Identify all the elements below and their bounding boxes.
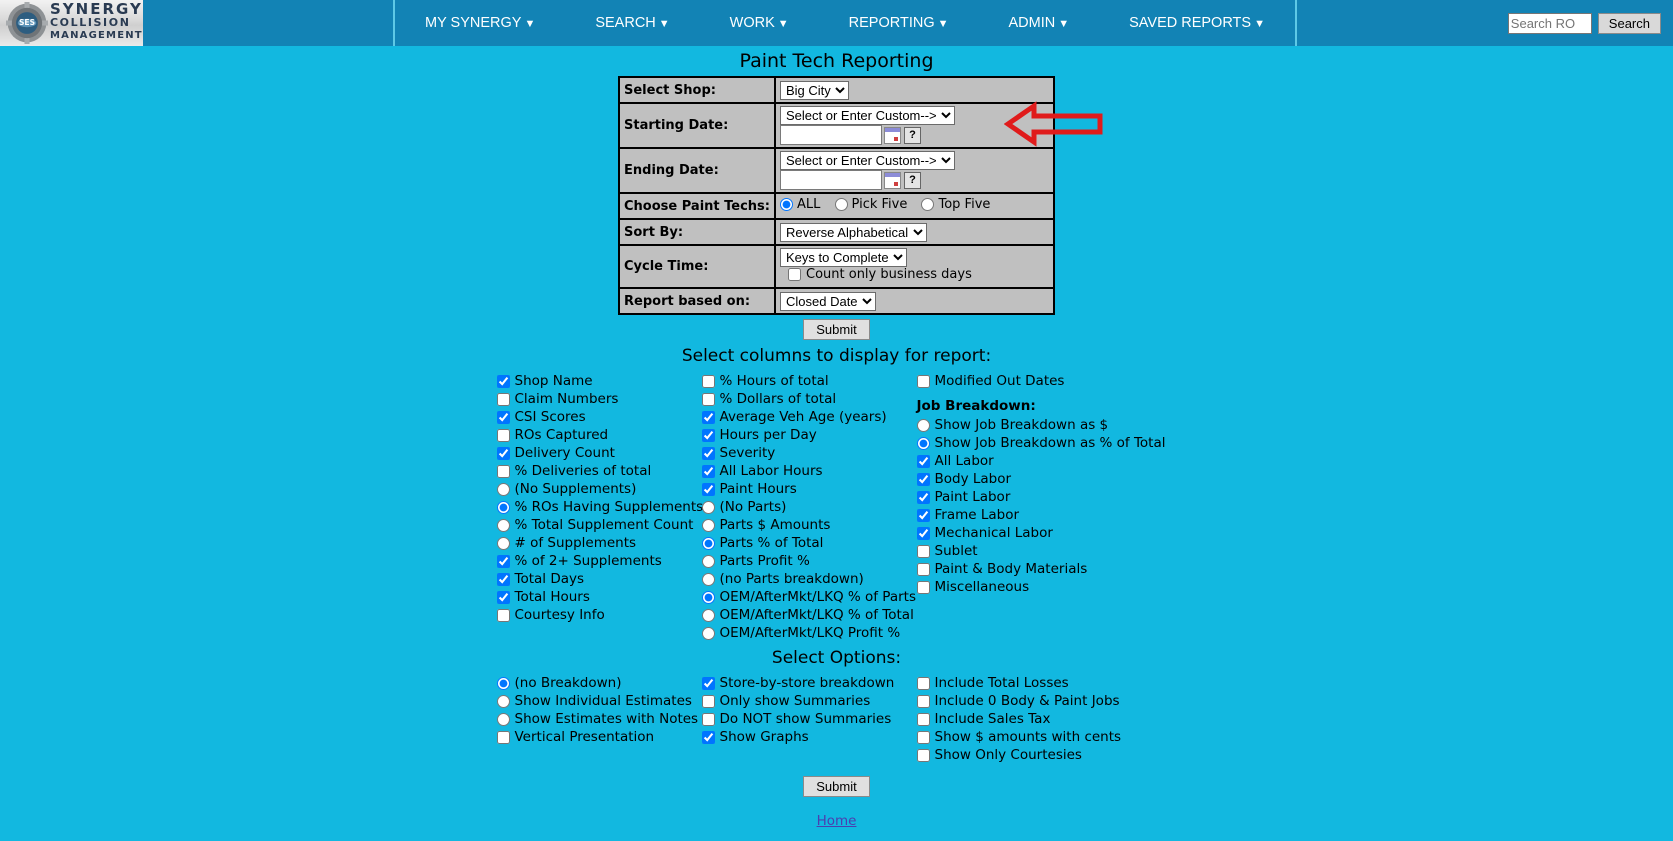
column-row-shop-name[interactable] [497, 372, 702, 390]
column-checkbox-claim-numbers[interactable] [497, 393, 510, 406]
option-label-no-breakdown: (no Breakdown) [514, 675, 622, 691]
jobbreakdown-label-show-job-breakdown-as: Show Job Breakdown as $ [934, 417, 1109, 433]
checkbox-business-days[interactable] [788, 267, 972, 282]
jobbreakdown-label-frame-labor: Frame Labor [934, 507, 1020, 523]
option-row-show-graphs[interactable] [702, 728, 917, 746]
logo-badge-text: SES [18, 18, 36, 28]
logo-line-1: SYNERGY [50, 0, 143, 18]
option-radio-show-estimates-with-notes[interactable] [497, 713, 510, 726]
column-row-oem-aftermkt-lkq-of-total[interactable] [702, 606, 917, 624]
label-select-shop: Select Shop: [619, 77, 775, 103]
jobbreakdown-row-paint-labor[interactable] [917, 488, 1177, 506]
chevron-down-icon: ▼ [658, 17, 670, 30]
jobbreakdown-label-all-labor: All Labor [934, 453, 994, 469]
column-row-parts-profit[interactable] [702, 552, 917, 570]
help-icon[interactable]: ? [904, 172, 921, 189]
column-label-modified-out-dates: Modified Out Dates [934, 373, 1065, 389]
jobbreakdown-row-miscellaneous[interactable] [917, 578, 1177, 596]
column-checkbox-all-labor-hours[interactable] [702, 465, 715, 478]
column-row-ros-having-supplements[interactable] [497, 498, 702, 516]
column-group-1 [497, 372, 702, 624]
jobbreakdown-row-show-job-breakdown-as[interactable] [917, 416, 1177, 434]
app-logo[interactable] [0, 0, 143, 46]
column-row-average-veh-age-years[interactable] [702, 408, 917, 426]
column-label-paint-hours: Paint Hours [719, 481, 797, 497]
column-label-delivery-count: Delivery Count [514, 445, 615, 461]
chevron-down-icon: ▼ [1254, 17, 1265, 30]
nav-item-saved-reports[interactable] [1099, 0, 1295, 47]
column-label-parts-profit: Parts Profit % [719, 553, 810, 569]
jobbreakdown-label-show-job-breakdown-as-of-total: Show Job Breakdown as % of Total [934, 435, 1166, 451]
option-row-include-total-losses[interactable] [917, 674, 1177, 692]
logo-line-2: COLLISION [50, 16, 131, 29]
checkbox-business-days-label: Count only business days [806, 267, 972, 282]
column-row-hours-of-total[interactable] [702, 372, 917, 390]
nav-item-my-synergy-label: MY SYNERGY [425, 14, 522, 31]
column-label-parts-amounts: Parts $ Amounts [719, 517, 831, 533]
column-row-modified-out-dates[interactable] [917, 372, 1177, 390]
radio-paint-techs-pick-five-input[interactable] [835, 198, 848, 211]
column-checkbox-delivery-count[interactable] [497, 447, 510, 460]
jobbreakdown-checkbox-frame-labor[interactable] [917, 509, 930, 522]
column-label-all-labor-hours: All Labor Hours [719, 463, 823, 479]
column-checkbox-hours-of-total[interactable] [702, 375, 715, 388]
option-label-show-individual-estimates: Show Individual Estimates [514, 693, 692, 709]
jobbreakdown-checkbox-paint-body-materials[interactable] [917, 563, 930, 576]
column-checkbox-hours-per-day[interactable] [702, 429, 715, 442]
column-radio-parts-profit[interactable] [702, 555, 715, 568]
column-checkbox-of-2-supplements[interactable] [497, 555, 510, 568]
option-checkbox-include-sales-tax[interactable] [917, 713, 930, 726]
jobbreakdown-checkbox-body-labor[interactable] [917, 473, 930, 486]
sort-by-dropdown[interactable] [780, 223, 927, 242]
column-row-no-supplements[interactable] [497, 480, 702, 498]
cycle-time-dropdown[interactable] [780, 248, 907, 267]
column-group-2 [702, 372, 917, 642]
submit-top-row [0, 319, 1673, 340]
option-label-show-estimates-with-notes: Show Estimates with Notes [514, 711, 699, 727]
column-label-shop-name: Shop Name [514, 373, 593, 389]
option-checkbox-show-only-courtesies[interactable] [917, 749, 930, 762]
label-cycle-time: Cycle Time: [619, 245, 775, 288]
nav-item-reporting[interactable] [819, 0, 979, 47]
jobbreakdown-label-paint-body-materials: Paint & Body Materials [934, 561, 1088, 577]
row-cycle-time [619, 245, 1054, 288]
cell-choose-paint-techs [775, 193, 1054, 219]
column-label-claim-numbers: Claim Numbers [514, 391, 619, 407]
nav-left-spacer [143, 0, 393, 46]
column-row-total-hours[interactable] [497, 588, 702, 606]
jobbreakdown-label-sublet: Sublet [934, 543, 978, 559]
main-content [0, 50, 1673, 829]
calendar-icon[interactable] [884, 127, 901, 144]
option-row-no-breakdown[interactable] [497, 674, 702, 692]
column-label-no-supplements: (No Supplements) [514, 481, 637, 497]
job-breakdown-list [917, 416, 1177, 596]
column-radio-ros-having-supplements[interactable] [497, 501, 510, 514]
home-link[interactable]: Home [816, 813, 857, 829]
jobbreakdown-radio-show-job-breakdown-as-of-total[interactable] [917, 437, 930, 450]
column-label-oem-aftermkt-lkq-of-parts: OEM/AfterMkt/LKQ % of Parts [719, 589, 916, 605]
option-label-vertical-presentation: Vertical Presentation [514, 729, 655, 745]
option-checkbox-store-by-store-breakdown[interactable] [702, 677, 715, 690]
column-row-claim-numbers[interactable] [497, 390, 702, 408]
column-label-total-supplement-count: % Total Supplement Count [514, 517, 694, 533]
column-checkbox-average-veh-age-years[interactable] [702, 411, 715, 424]
row-choose-paint-techs [619, 193, 1054, 219]
column-row-severity[interactable] [702, 444, 917, 462]
column-label-hours-per-day: Hours per Day [719, 427, 817, 443]
radio-paint-techs-pick-five[interactable] [835, 197, 908, 212]
option-checkbox-include-total-losses[interactable] [917, 677, 930, 690]
column-checkbox-total-hours[interactable] [497, 591, 510, 604]
column-row-of-2-supplements[interactable] [497, 552, 702, 570]
chevron-down-icon: ▼ [524, 17, 536, 30]
jobbreakdown-checkbox-all-labor[interactable] [917, 455, 930, 468]
row-starting-date [619, 103, 1054, 148]
nav-menu [395, 0, 1295, 46]
column-checkbox-paint-hours[interactable] [702, 483, 715, 496]
column-radio-oem-aftermkt-lkq-of-parts[interactable] [702, 591, 715, 604]
cell-sort-by [775, 219, 1054, 245]
column-label-severity: Severity [719, 445, 776, 461]
column-row-hours-per-day[interactable] [702, 426, 917, 444]
column-label-total-hours: Total Hours [514, 589, 590, 605]
option-row-include-sales-tax[interactable] [917, 710, 1177, 728]
column-label-parts-of-total: Parts % of Total [719, 535, 824, 551]
option-row-only-show-summaries[interactable] [702, 692, 917, 710]
column-row-all-labor-hours[interactable] [702, 462, 917, 480]
jobbreakdown-row-mechanical-labor[interactable] [917, 524, 1177, 542]
option-radio-no-breakdown[interactable] [497, 677, 510, 690]
option-label-do-not-show-summaries: Do NOT show Summaries [719, 711, 892, 727]
option-row-include-0-body-paint-jobs[interactable] [917, 692, 1177, 710]
column-label-ros-captured: ROs Captured [514, 427, 609, 443]
column-group-3-top [917, 372, 1177, 390]
select-shop-dropdown[interactable] [780, 81, 849, 100]
column-checkbox-deliveries-of-total[interactable] [497, 465, 510, 478]
checkbox-business-days-input[interactable] [788, 268, 801, 281]
column-label-courtesy-info: Courtesy Info [514, 607, 605, 623]
radio-paint-techs-top-five[interactable] [921, 197, 990, 212]
options-group-2 [702, 674, 917, 746]
option-checkbox-show-graphs[interactable] [702, 731, 715, 744]
row-ending-date [619, 148, 1054, 193]
column-radio-of-supplements[interactable] [497, 537, 510, 550]
nav-item-saved-reports-label: SAVED REPORTS [1129, 14, 1252, 31]
cell-select-shop [775, 77, 1054, 103]
submit-top-button[interactable]: Submit [803, 319, 869, 340]
column-label-no-parts-breakdown: (no Parts breakdown) [719, 571, 864, 587]
gear-logo-icon [6, 2, 48, 44]
row-sort-by [619, 219, 1054, 245]
column-label-dollars-of-total: % Dollars of total [719, 391, 837, 407]
cell-report-based-on [775, 288, 1054, 314]
radio-paint-techs-all[interactable] [780, 197, 820, 212]
nav-item-my-synergy[interactable] [395, 0, 565, 47]
radio-paint-techs-top-five-label: Top Five [938, 197, 991, 212]
option-label-only-show-summaries: Only show Summaries [719, 693, 871, 709]
option-row-show-individual-estimates[interactable] [497, 692, 702, 710]
column-row-dollars-of-total[interactable] [702, 390, 917, 408]
submit-bottom-button[interactable]: Submit [803, 776, 869, 797]
option-row-show-estimates-with-notes[interactable] [497, 710, 702, 728]
column-radio-no-supplements[interactable] [497, 483, 510, 496]
column-radio-parts-amounts[interactable] [702, 519, 715, 532]
jobbreakdown-row-paint-body-materials[interactable] [917, 560, 1177, 578]
chevron-down-icon: ▼ [1058, 17, 1070, 30]
nav-item-admin[interactable] [979, 0, 1100, 47]
job-breakdown-subheading: Job Breakdown: [916, 398, 1036, 414]
option-checkbox-include-0-body-paint-jobs[interactable] [917, 695, 930, 708]
column-radio-oem-aftermkt-lkq-of-total[interactable] [702, 609, 715, 622]
option-row-store-by-store-breakdown[interactable] [702, 674, 917, 692]
column-label-of-supplements: # of Supplements [514, 535, 637, 551]
column-radio-no-parts-breakdown[interactable] [702, 573, 715, 586]
column-label-no-parts: (No Parts) [719, 499, 787, 515]
column-row-deliveries-of-total[interactable] [497, 462, 702, 480]
jobbreakdown-radio-show-job-breakdown-as[interactable] [917, 419, 930, 432]
column-checkbox-modified-out-dates[interactable] [917, 375, 930, 388]
column-row-ros-captured[interactable] [497, 426, 702, 444]
option-checkbox-vertical-presentation[interactable] [497, 731, 510, 744]
column-checkbox-total-days[interactable] [497, 573, 510, 586]
ending-date-input[interactable] [780, 170, 882, 190]
option-label-include-0-body-paint-jobs: Include 0 Body & Paint Jobs [934, 693, 1120, 709]
label-sort-by: Sort By: [619, 219, 775, 245]
radio-paint-techs-all-label: ALL [797, 197, 821, 212]
column-row-total-days[interactable] [497, 570, 702, 588]
column-checkbox-dollars-of-total[interactable] [702, 393, 715, 406]
column-row-no-parts[interactable] [702, 498, 917, 516]
option-label-show-amounts-with-cents: Show $ amounts with cents [934, 729, 1122, 745]
column-radio-parts-of-total[interactable] [702, 537, 715, 550]
column-checkbox-shop-name[interactable] [497, 375, 510, 388]
column-radio-no-parts[interactable] [702, 501, 715, 514]
report-parameters-table [618, 76, 1055, 315]
column-radio-total-supplement-count[interactable] [497, 519, 510, 532]
jobbreakdown-row-show-job-breakdown-as-of-total[interactable] [917, 434, 1177, 452]
option-checkbox-show-amounts-with-cents[interactable] [917, 731, 930, 744]
starting-date-input[interactable] [780, 125, 882, 145]
label-report-based-on: Report based on: [619, 288, 775, 314]
radio-paint-techs-pick-five-label: Pick Five [851, 197, 908, 212]
column-label-hours-of-total: % Hours of total [719, 373, 829, 389]
chevron-down-icon: ▼ [937, 17, 949, 30]
option-label-show-graphs: Show Graphs [719, 729, 809, 745]
page-title: Paint Tech Reporting [739, 50, 934, 72]
search-button[interactable]: Search [1598, 13, 1661, 34]
column-label-ros-having-supplements: % ROs Having Supplements [514, 499, 704, 515]
jobbreakdown-checkbox-miscellaneous[interactable] [917, 581, 930, 594]
options-heading: Select Options: [771, 648, 902, 668]
starting-date-preset-dropdown[interactable] [780, 106, 955, 125]
jobbreakdown-checkbox-mechanical-labor[interactable] [917, 527, 930, 540]
column-selection-area [0, 372, 1673, 642]
jobbreakdown-checkbox-paint-labor[interactable] [917, 491, 930, 504]
logo-line-3: MANAGEMENT [50, 30, 143, 41]
nav-item-search[interactable] [565, 0, 699, 47]
option-label-store-by-store-breakdown: Store-by-store breakdown [719, 675, 895, 691]
column-checkbox-csi-scores[interactable] [497, 411, 510, 424]
submit-bottom-row [0, 776, 1673, 797]
column-label-csi-scores: CSI Scores [514, 409, 586, 425]
search-input[interactable] [1508, 13, 1592, 34]
options-group-1 [497, 674, 702, 746]
radio-paint-techs-top-five-input[interactable] [921, 198, 934, 211]
column-row-courtesy-info[interactable] [497, 606, 702, 624]
cell-cycle-time [775, 245, 1054, 288]
column-radio-oem-aftermkt-lkq-profit[interactable] [702, 627, 715, 640]
column-row-csi-scores[interactable] [497, 408, 702, 426]
jobbreakdown-row-all-labor[interactable] [917, 452, 1177, 470]
column-label-of-2-supplements: % of 2+ Supplements [514, 553, 662, 569]
column-label-total-days: Total Days [514, 571, 585, 587]
report-parameters-section [0, 76, 1673, 315]
column-checkbox-courtesy-info[interactable] [497, 609, 510, 622]
column-group-3 [917, 372, 1177, 596]
chevron-down-icon: ▼ [777, 17, 789, 30]
column-checkbox-ros-captured[interactable] [497, 429, 510, 442]
report-based-on-dropdown[interactable] [780, 292, 876, 311]
jobbreakdown-label-mechanical-labor: Mechanical Labor [934, 525, 1053, 541]
option-label-show-only-courtesies: Show Only Courtesies [934, 747, 1082, 763]
option-checkbox-do-not-show-summaries[interactable] [702, 713, 715, 726]
row-select-shop [619, 77, 1054, 103]
column-row-oem-aftermkt-lkq-of-parts[interactable] [702, 588, 917, 606]
option-row-show-amounts-with-cents[interactable] [917, 728, 1177, 746]
column-checkbox-severity[interactable] [702, 447, 715, 460]
jobbreakdown-row-body-labor[interactable] [917, 470, 1177, 488]
calendar-icon[interactable] [884, 172, 901, 189]
options-area [0, 674, 1673, 764]
help-icon[interactable]: ? [904, 127, 921, 144]
jobbreakdown-label-body-labor: Body Labor [934, 471, 1012, 487]
column-row-no-parts-breakdown[interactable] [702, 570, 917, 588]
option-label-include-sales-tax: Include Sales Tax [934, 711, 1051, 727]
option-checkbox-only-show-summaries[interactable] [702, 695, 715, 708]
option-row-vertical-presentation[interactable] [497, 728, 702, 746]
cell-starting-date [775, 103, 1054, 148]
columns-heading: Select columns to display for report: [681, 346, 992, 366]
column-row-parts-of-total[interactable] [702, 534, 917, 552]
label-ending-date: Ending Date: [619, 148, 775, 193]
option-row-do-not-show-summaries[interactable] [702, 710, 917, 728]
jobbreakdown-row-sublet[interactable] [917, 542, 1177, 560]
ending-date-preset-dropdown[interactable] [780, 151, 955, 170]
option-row-show-only-courtesies[interactable] [917, 746, 1177, 764]
ro-search-area [1508, 0, 1673, 46]
column-row-oem-aftermkt-lkq-profit[interactable] [702, 624, 917, 642]
column-row-delivery-count[interactable] [497, 444, 702, 462]
row-report-based-on [619, 288, 1054, 314]
home-link-wrapper [0, 813, 1673, 829]
jobbreakdown-checkbox-sublet[interactable] [917, 545, 930, 558]
top-navigation-bar [0, 0, 1673, 46]
nav-item-reporting-label: REPORTING [848, 14, 935, 31]
cell-ending-date [775, 148, 1054, 193]
column-row-parts-amounts[interactable] [702, 516, 917, 534]
nav-item-admin-label: ADMIN [1008, 14, 1056, 31]
nav-item-work[interactable] [700, 0, 819, 47]
column-label-oem-aftermkt-lkq-of-total: OEM/AfterMkt/LKQ % of Total [719, 607, 914, 623]
column-row-of-supplements[interactable] [497, 534, 702, 552]
column-row-total-supplement-count[interactable] [497, 516, 702, 534]
jobbreakdown-label-miscellaneous: Miscellaneous [934, 579, 1030, 595]
label-choose-paint-techs: Choose Paint Techs: [619, 193, 775, 219]
jobbreakdown-row-frame-labor[interactable] [917, 506, 1177, 524]
nav-fill-spacer [1297, 0, 1508, 46]
column-label-deliveries-of-total: % Deliveries of total [514, 463, 652, 479]
label-starting-date: Starting Date: [619, 103, 775, 148]
logo-wordmark [50, 0, 143, 42]
option-radio-show-individual-estimates[interactable] [497, 695, 510, 708]
column-row-paint-hours[interactable] [702, 480, 917, 498]
column-label-average-veh-age-years: Average Veh Age (years) [719, 409, 887, 425]
option-label-include-total-losses: Include Total Losses [934, 675, 1069, 691]
nav-item-search-label: SEARCH [595, 14, 656, 31]
radio-paint-techs-all-input[interactable] [780, 198, 793, 211]
options-group-3 [917, 674, 1177, 764]
jobbreakdown-label-paint-labor: Paint Labor [934, 489, 1011, 505]
nav-item-work-label: WORK [729, 14, 775, 31]
column-label-oem-aftermkt-lkq-profit: OEM/AfterMkt/LKQ Profit % [719, 625, 901, 641]
